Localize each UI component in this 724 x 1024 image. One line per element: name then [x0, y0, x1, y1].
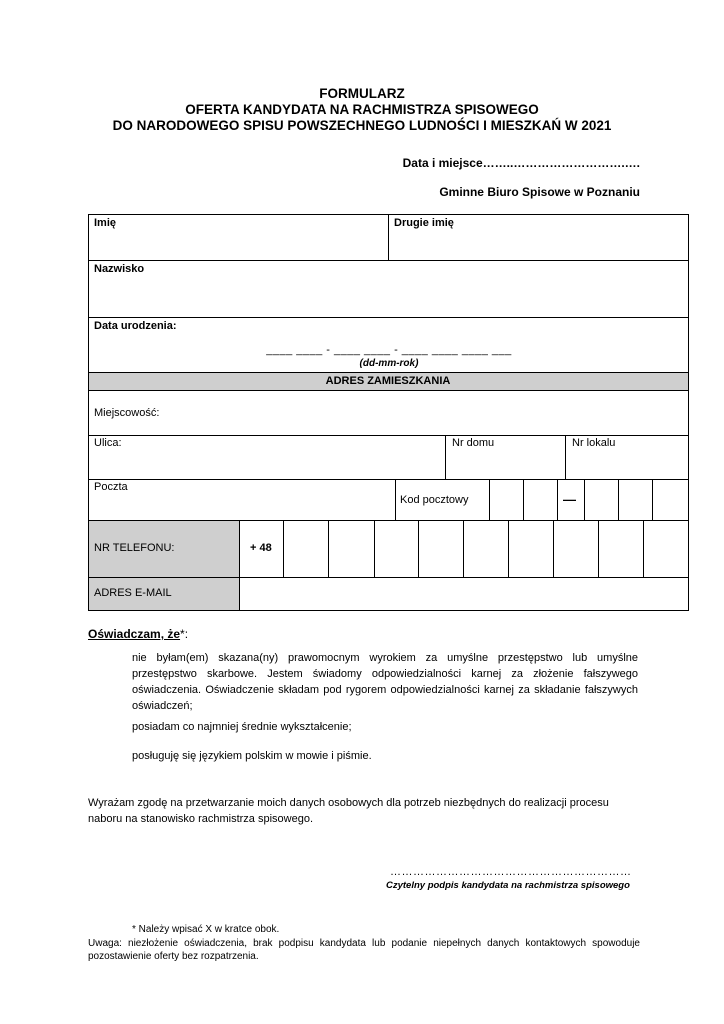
phone-label: NR TELEFONU:: [94, 542, 175, 554]
title-line-2: OFERTA KANDYDATA NA RACHMISTRZA SPISOWEGO: [185, 102, 539, 117]
title-line-3: DO NARODOWEGO SPISU POWSZECHNEGO LUDNOŚCI I MIESZKAŃ W 2021: [112, 118, 612, 133]
surname-input[interactable]: [89, 276, 688, 317]
table-border-right: [688, 214, 689, 611]
flat-number-input[interactable]: [566, 451, 688, 479]
post-office-input[interactable]: [89, 495, 395, 520]
row-divider: [88, 390, 689, 391]
declaration-heading-suffix: *:: [180, 627, 189, 641]
data-consent-text: Wyrażam zgodę na przetwarzanie moich danych osobowych dla potrzeb niezbędnych do realizacji procesu naboru na stanowisko rachmistrza spisowego.: [88, 797, 609, 825]
first-name-input[interactable]: [89, 230, 388, 260]
postcode-dash: —: [563, 492, 576, 507]
declaration-item-1: nie byłam(em) skazana(ny) prawomocnym wyrokiem za umyślne przestępstwo lub umyślne przestępstwo skarbowe. Jestem świadomy odpowiedzialności karnej za złożenie fałszywego oświadczenia. Oświadczenie składam pod rygorem odpowiedzialności karnej za składanie fałszywych oświadczeń;: [132, 652, 638, 712]
address-section-header: ADRES ZAMIESZKANIA: [325, 375, 451, 387]
date-place-field[interactable]: Data i miejsce……..……………………….….: [402, 156, 640, 170]
phone-prefix: + 48: [250, 542, 272, 554]
table-border-bottom: [88, 610, 689, 611]
city-label: Miejscowość:: [94, 407, 160, 419]
dob-format-hint: (dd-mm-rok): [359, 358, 419, 369]
second-name-input[interactable]: [389, 230, 688, 260]
flat-number-label: Nr lokalu: [572, 437, 616, 449]
declaration-item-3: posługuję się językiem polskim w mowie i piśmie.: [132, 750, 372, 762]
email-input[interactable]: [240, 578, 688, 610]
row-divider: [88, 372, 689, 373]
postcode-input[interactable]: [490, 480, 688, 520]
dob-field[interactable]: ____ ____ - ____ ____ - ____ ____ ____ ___: [266, 344, 512, 356]
footnote: * Należy wpisać X w kratce obok.: [132, 924, 280, 935]
first-name-label: Imię: [94, 217, 117, 229]
house-number-label: Nr domu: [452, 437, 495, 449]
row-divider: [88, 317, 689, 318]
signature-field[interactable]: ………………………………………………………: [390, 866, 632, 878]
declaration-item-2: posiadam co najmniej średnie wykształcenie;: [132, 721, 352, 733]
street-label: Ulica:: [94, 437, 122, 449]
warning-note: Uwaga: niezłożenie oświadczenia, brak podpisu kandydata lub podanie niepełnych danych kontaktowych spowoduje pozostawienie oferty bez rozpatrzenia.: [88, 938, 640, 962]
post-office-label: Poczta: [94, 481, 128, 493]
street-input[interactable]: [89, 451, 445, 479]
email-label: ADRES E-MAIL: [94, 587, 172, 599]
title-line-1: FORMULARZ: [319, 86, 405, 101]
office-name: Gminne Biuro Spisowe w Poznaniu: [439, 185, 640, 199]
row-divider: [88, 435, 689, 436]
table-border-left: [88, 214, 89, 611]
signature-caption: Czytelny podpis kandydata na rachmistrza spisowego: [386, 880, 630, 891]
col-divider: [395, 479, 396, 520]
postcode-label: Kod pocztowy: [400, 494, 469, 506]
phone-input[interactable]: [284, 521, 688, 577]
city-input[interactable]: [175, 398, 688, 435]
second-name-label: Drugie imię: [394, 217, 454, 229]
dob-label: Data urodzenia:: [94, 320, 177, 332]
declaration-heading-text: Oświadczam, że: [88, 627, 181, 641]
row-divider: [88, 260, 689, 261]
house-number-input[interactable]: [446, 451, 565, 479]
form-title: [0, 86, 724, 134]
declaration-heading: [88, 627, 188, 641]
surname-label: Nazwisko: [94, 263, 145, 275]
